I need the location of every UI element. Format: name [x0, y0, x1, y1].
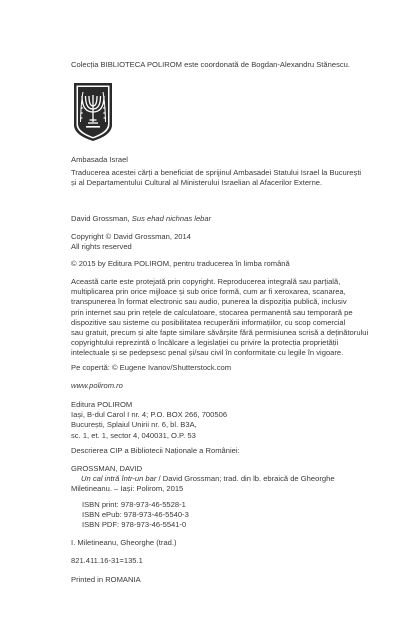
embassy-name: Ambasada Israel	[71, 155, 128, 164]
isbn-list	[82, 500, 189, 531]
legal-line: sau gratuit, precum și alte fapte similare săvârșite fără permisiunea scrisă a deținătorului	[71, 328, 369, 338]
publisher-line: București, Splaiul Unirii nr. 6, bl. B3A,	[71, 420, 197, 430]
original-title-line	[71, 214, 211, 224]
embassy-support-note	[71, 168, 383, 188]
cip-translator: I. Miletineanu, Gheorghe (trad.)	[71, 538, 177, 547]
publisher-line: sc. 1, et. 1, sector 4, 040031, O.P. 53	[71, 430, 196, 440]
cip-title: Un cal intră într-un bar	[81, 474, 157, 484]
legal-line: Această carte este protejată prin copyright. Reproducerea integrală sau parțială,	[71, 277, 341, 286]
emblem-of-israel-icon	[72, 82, 114, 142]
translation-copyright: © 2015 by Editura POLIROM, pentru traducerea în limba română	[71, 259, 290, 268]
legal-line: dispozitive sau sisteme cu posibilitatea recuperării informațiilor, cu scop comercial	[71, 317, 346, 327]
cover-credit: Pe copertă: © Eugene Ivanov/Shutterstock.com	[71, 363, 232, 372]
legal-notice	[71, 277, 383, 359]
legal-line: copyrightului reprezintă o încălcare a legislației cu privire la protecția proprietății	[71, 338, 339, 348]
publisher-line: Iași, B-dul Carol I nr. 4; P.O. BOX 266, 700506	[71, 410, 228, 420]
cip-author: GROSSMAN, DAVID	[71, 464, 143, 473]
original-author: David Grossman,	[71, 214, 132, 223]
isbn-epub: ISBN ePub: 978-973-46-5540-3	[82, 510, 189, 520]
printed-in: Printed in ROMANIA	[71, 575, 141, 584]
cip-record	[71, 464, 335, 495]
original-title: Sus ehad nichnas lebar	[131, 214, 212, 223]
cip-classification: 821.411.16-31=135.1	[71, 556, 143, 565]
publisher-line: Editura POLIROM	[71, 400, 133, 409]
legal-line: intelectuale și se pedepsesc penal și/sau civil în conformitate cu legile în vigoare.	[71, 348, 344, 358]
series-coordination: Colecția BIBLIOTECA POLIROM este coordonată de Bogdan-Alexandru Stănescu.	[71, 60, 351, 69]
copyright-line: Copyright © David Grossman, 2014	[71, 232, 191, 241]
rights-line: All rights reserved	[71, 242, 132, 252]
cip-title-line: Un cal intră într-un bar / David Grossman; trad. din lb. ebraică de Gheorghe	[81, 474, 335, 484]
cip-header: Descrierea CIP a Bibliotecii Naționale a României:	[71, 446, 240, 455]
copyright-block	[71, 232, 383, 252]
isbn-print: ISBN print: 978-973-46-5528-1	[82, 500, 186, 509]
embassy-line: Traducerea acestei cărți a beneficiat de sprijinul Ambasadei Statului Israel la București	[71, 168, 362, 177]
legal-line: multiplicarea prin orice mijloace și sub orice formă, cum ar fi xeroxarea, scanarea,	[71, 287, 346, 297]
embassy-line: și al Departamentului Cultural al Ministerului Israelian al Afacerilor Externe.	[71, 178, 323, 188]
legal-line: transpunerea în format electronic sau audio, punerea la dispoziția publică, inclusiv	[71, 297, 347, 307]
publisher-address	[71, 400, 383, 441]
legal-line: prin internet sau prin rețele de calculatoare, stocarea permanentă sau temporară pe	[71, 307, 353, 317]
website-link[interactable]: www.polirom.ro	[71, 381, 123, 390]
isbn-pdf: ISBN PDF: 978-973-46-5541-0	[82, 520, 187, 530]
cip-title-cont: Miletineanu. – Iași: Polirom, 2015	[71, 484, 184, 494]
